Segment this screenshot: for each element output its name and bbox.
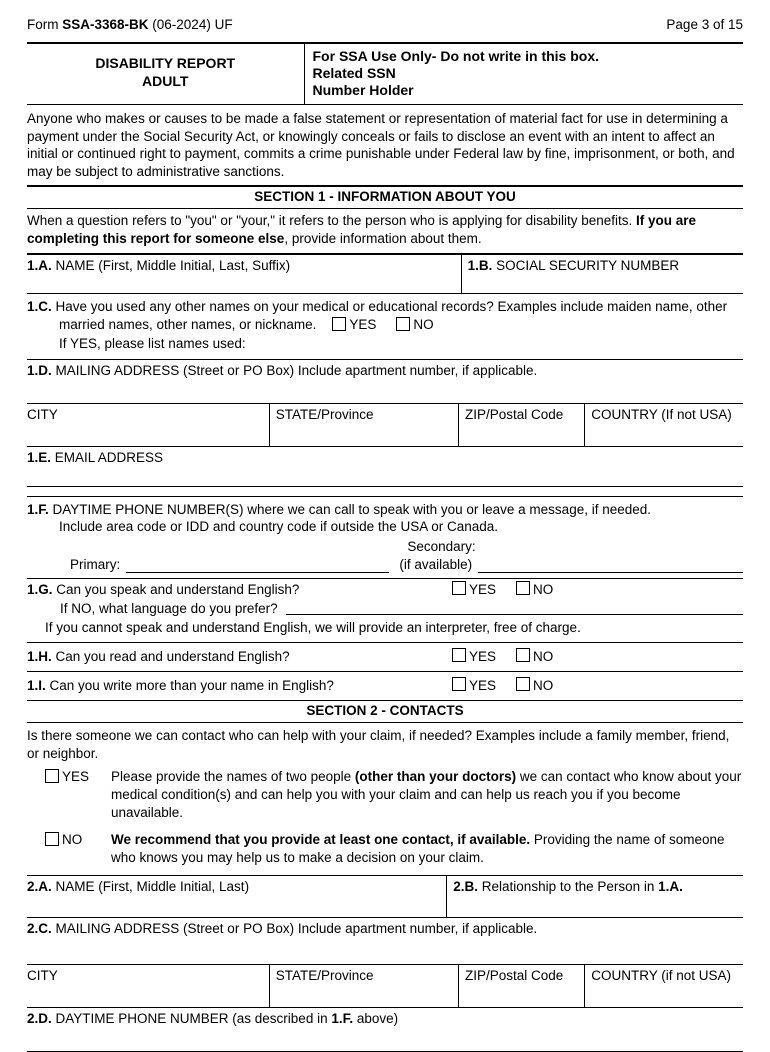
- q1g-no-label: NO: [533, 581, 554, 597]
- contact-no-choice: [27, 831, 743, 867]
- secondary-label: Secondary:: [407, 539, 476, 555]
- field-1a-name: [27, 255, 462, 294]
- contacts-yes-label: YES: [62, 769, 90, 785]
- contact-yes-box: [45, 768, 111, 821]
- row-1i: [27, 672, 743, 701]
- ssa-use-only-box: [305, 44, 744, 104]
- country-label: COUNTRY (If not USA): [591, 406, 732, 422]
- form-title-line1: DISABILITY REPORT: [95, 54, 236, 71]
- primary-phone-group: [27, 556, 399, 574]
- city-label: CITY: [27, 406, 58, 422]
- contact-no-text2: Providing the name of someone who knows you may help us to make a decision on your claim.: [111, 831, 725, 865]
- q2b-ref: 1.A.: [658, 879, 683, 895]
- contact-yes-text: [111, 768, 743, 821]
- q1h-label: [27, 648, 452, 666]
- q1c-number: 1.C.: [27, 299, 52, 315]
- q1c-yes-checkbox[interactable]: [332, 317, 346, 331]
- question-1a-label: [27, 257, 457, 275]
- q1g-yes-label: YES: [469, 581, 497, 597]
- q1g-interpreter-note: If you cannot speak and understand English, we will provide an interpreter, free of charge.: [45, 620, 581, 636]
- question-1f: [27, 499, 743, 519]
- row-1f: [27, 497, 743, 579]
- q1b-number: 1.B.: [467, 257, 493, 273]
- city-cell-2: [27, 965, 270, 1007]
- page-top-header: [27, 16, 743, 34]
- section1-intro-part3: , provide information about them.: [284, 230, 482, 246]
- contact-no-text: [111, 831, 743, 867]
- ssa-use-line2: Related SSN: [312, 64, 396, 81]
- contacts-no-checkbox[interactable]: [45, 832, 59, 846]
- state-label: STATE/Province: [275, 406, 374, 422]
- q1c-if-yes-label: If YES, please list names used:: [59, 335, 246, 351]
- q1b-text: SOCIAL SECURITY NUMBER: [492, 257, 680, 273]
- contacts-no-label: NO: [62, 831, 83, 847]
- q1d-text: MAILING ADDRESS (Street or PO Box) Include apartment number, if applicable.: [51, 362, 538, 378]
- contact-phone-input[interactable]: [27, 1028, 743, 1043]
- q1h-text: Can you read and understand English?: [51, 649, 290, 665]
- question-1i: [27, 677, 743, 695]
- q1i-label: [27, 677, 452, 695]
- q1e-text: EMAIL ADDRESS: [51, 449, 164, 465]
- country-input-1[interactable]: [591, 424, 739, 439]
- q1h-no-label: NO: [533, 649, 554, 665]
- secondary-phone-input[interactable]: [478, 559, 743, 573]
- q1g-if-no-label: If NO, what language do you prefer?: [60, 600, 278, 616]
- section1-intro-part1: When a question refers to "you" or "your," it refers to the person who is applying for disability benefits.: [27, 212, 636, 228]
- spacer-row: [27, 487, 743, 497]
- row-1d: [27, 360, 743, 404]
- contact-no-bold: We recommend that you provide at least one contact, if available.: [111, 831, 531, 847]
- state-cell-1: [270, 404, 459, 446]
- ssa-use-line1: For SSA Use Only- Do not write in this box.: [312, 47, 600, 64]
- contact-address-input[interactable]: [27, 938, 743, 953]
- primary-label: Primary:: [70, 557, 121, 572]
- zip-input-1[interactable]: [465, 424, 580, 439]
- row-1g: [27, 579, 743, 643]
- q1i-yes-label: YES: [469, 678, 497, 694]
- contact-yes-text1: Please provide the names of two people: [111, 769, 355, 785]
- state-cell-2: [270, 965, 459, 1007]
- q1f-text: DAYTIME PHONE NUMBER(S) where we can call to speak with you or leave a message, if needed.: [48, 501, 652, 517]
- question-1g: [27, 581, 743, 599]
- question-2b-label: [453, 878, 683, 896]
- section1-header: SECTION 1 - INFORMATION ABOUT YOU: [27, 185, 743, 209]
- form-number: SSA-3368-BK: [62, 17, 149, 32]
- form-id: [27, 16, 233, 34]
- section1-intro: [27, 209, 743, 255]
- address-row-1: [27, 404, 743, 447]
- address-row-2: [27, 965, 743, 1008]
- country-label-2: COUNTRY (if not USA): [591, 968, 732, 984]
- q1g-label: [27, 581, 452, 599]
- mailing-address-input[interactable]: [27, 380, 743, 395]
- contact-yes-bold: (other than your doctors): [354, 769, 517, 785]
- contact-name-input[interactable]: [27, 896, 442, 911]
- q1a-text: NAME (First, Middle Initial, Last, Suffix): [51, 257, 291, 273]
- city-label-2: CITY: [27, 968, 58, 984]
- country-cell-2: [585, 965, 743, 1007]
- form-title-line2: ADULT: [142, 73, 189, 90]
- form-id-meta: (06-2024) UF: [148, 17, 233, 32]
- contact-yes-choice: [27, 768, 743, 821]
- contact-yes-text3: we can contact who know about your medical condition(s) and can help you with your claim and can help us reach you if you become unavailable.: [111, 769, 742, 820]
- q1h-yes-label: YES: [469, 649, 497, 665]
- question-2c-label: [27, 920, 743, 938]
- form-title: [27, 44, 305, 104]
- section1-intro-bold: If you are completing this report for someone else: [27, 212, 697, 246]
- zip-label: ZIP/Postal Code: [464, 406, 564, 422]
- row-2c: [27, 918, 743, 965]
- q2d-text-end: above): [353, 1011, 399, 1027]
- field-1b-ssn: [462, 255, 684, 294]
- q1e-number: 1.E.: [27, 449, 52, 465]
- state-label-2: STATE/Province: [275, 968, 374, 984]
- q1g-text: Can you speak and understand English?: [52, 581, 300, 597]
- zip-input-2[interactable]: [465, 985, 580, 1000]
- question-2a-label: [27, 878, 442, 896]
- form-id-prefix: Form: [27, 17, 63, 32]
- q2a-text: NAME (First, Middle Initial, Last): [51, 879, 250, 895]
- section2-header: SECTION 2 - CONTACTS: [27, 701, 743, 723]
- q1g-no-checkbox[interactable]: [516, 581, 530, 595]
- email-input[interactable]: [27, 467, 743, 482]
- language-input[interactable]: [286, 601, 743, 615]
- question-2d-label: [27, 1010, 743, 1028]
- q2d-number: 2.D.: [27, 1011, 52, 1027]
- state-input-1[interactable]: [276, 424, 454, 439]
- names-used-input[interactable]: [246, 336, 566, 348]
- q2b-text: Relationship to the Person in: [478, 879, 659, 895]
- ssa-use-line3: Number Holder: [312, 81, 414, 98]
- country-cell-1: [585, 404, 743, 446]
- q2a-number: 2.A.: [27, 879, 52, 895]
- q2c-text: MAILING ADDRESS (Street or PO Box) Include apartment number, if applicable.: [51, 921, 538, 937]
- secondary-phone-group: [399, 538, 743, 574]
- q1c-text: Have you used any other names on your medical or educational records? Examples include maiden name, other married names, other names, or nickname.: [51, 299, 728, 333]
- q1d-number: 1.D.: [27, 362, 52, 378]
- q1g-yes-checkbox[interactable]: [452, 581, 466, 595]
- field-2b-relationship: [447, 876, 687, 917]
- q1i-yes-checkbox[interactable]: [452, 677, 466, 691]
- contact-no-box: [45, 831, 111, 867]
- ssn-input-area[interactable]: [468, 274, 680, 289]
- q2d-ref: 1.F.: [331, 1011, 354, 1027]
- q1c-yes-label: YES: [349, 317, 377, 333]
- phone-entry-area: [27, 538, 743, 574]
- city-input-1[interactable]: [27, 424, 265, 439]
- row-1a-1b: [27, 255, 743, 295]
- question-1d-label: [27, 362, 743, 380]
- q2d-text: DAYTIME PHONE NUMBER (as described in: [51, 1011, 332, 1027]
- page-number: Page 3 of 15: [666, 17, 743, 32]
- primary-phone-input[interactable]: [126, 559, 389, 573]
- zip-label-2: ZIP/Postal Code: [464, 968, 564, 984]
- q1h-number: 1.H.: [27, 649, 52, 665]
- q1a-number: 1.A.: [27, 257, 52, 273]
- question-1h: [27, 648, 743, 666]
- q1g-number: 1.G.: [27, 581, 53, 597]
- q1i-text: Can you write more than your name in English?: [45, 678, 334, 694]
- row-2a-2b: [27, 875, 743, 918]
- relationship-input[interactable]: [453, 896, 683, 911]
- q1i-number: 1.I.: [27, 678, 46, 694]
- city-cell-1: [27, 404, 270, 446]
- q1c-no-label: NO: [413, 317, 434, 333]
- q1f-text2: Include area code or IDD and country code if outside the USA or Canada.: [59, 519, 499, 535]
- row-1c: [27, 294, 743, 359]
- name-input-area[interactable]: [27, 274, 457, 289]
- contacts-yes-checkbox[interactable]: [45, 769, 59, 783]
- section2-intro: Is there someone we can contact who can help with your claim, if needed? Examples include a family member, friend, or neighbor.: [27, 727, 730, 761]
- question-1e-label: [27, 449, 743, 467]
- city-input-2[interactable]: [27, 985, 265, 1000]
- perjury-warning: Anyone who makes or causes to be made a false statement or representation of material fact for use in determining a payment under the Social Security Act, or knowingly conceals or fails to disclose an event with an intent to affect an initial or continued right to payment, commits a crime punishable under Federal law by fine, imprisonment, or both, and may be subject to administrative sanctions.: [27, 110, 735, 180]
- if-available-label: (if available): [399, 557, 473, 572]
- secondary-phone-line: [399, 556, 743, 574]
- title-box: [27, 42, 743, 105]
- q1f-number: 1.F.: [27, 501, 49, 517]
- row-2d: [27, 1008, 743, 1052]
- question-1c: [27, 296, 743, 334]
- country-input-2[interactable]: [591, 985, 739, 1000]
- q1i-no-label: NO: [533, 678, 554, 694]
- q1h-yes-checkbox[interactable]: [452, 648, 466, 662]
- question-1b-label: [468, 257, 680, 275]
- q2b-number: 2.B.: [453, 879, 479, 895]
- q1c-if-yes: [27, 335, 743, 353]
- row-1e: [27, 447, 743, 487]
- q1c-no-checkbox[interactable]: [396, 317, 410, 331]
- q1c-checkbox-group: [332, 317, 433, 332]
- row-1h: [27, 643, 743, 672]
- zip-cell-2: [459, 965, 585, 1007]
- q2c-number: 2.C.: [27, 921, 52, 937]
- state-input-2[interactable]: [276, 985, 454, 1000]
- q1i-no-checkbox[interactable]: [516, 677, 530, 691]
- zip-cell-1: [459, 404, 585, 446]
- field-2a-name: [27, 876, 447, 917]
- q1h-no-checkbox[interactable]: [516, 648, 530, 662]
- q1g-if-no: [27, 600, 743, 618]
